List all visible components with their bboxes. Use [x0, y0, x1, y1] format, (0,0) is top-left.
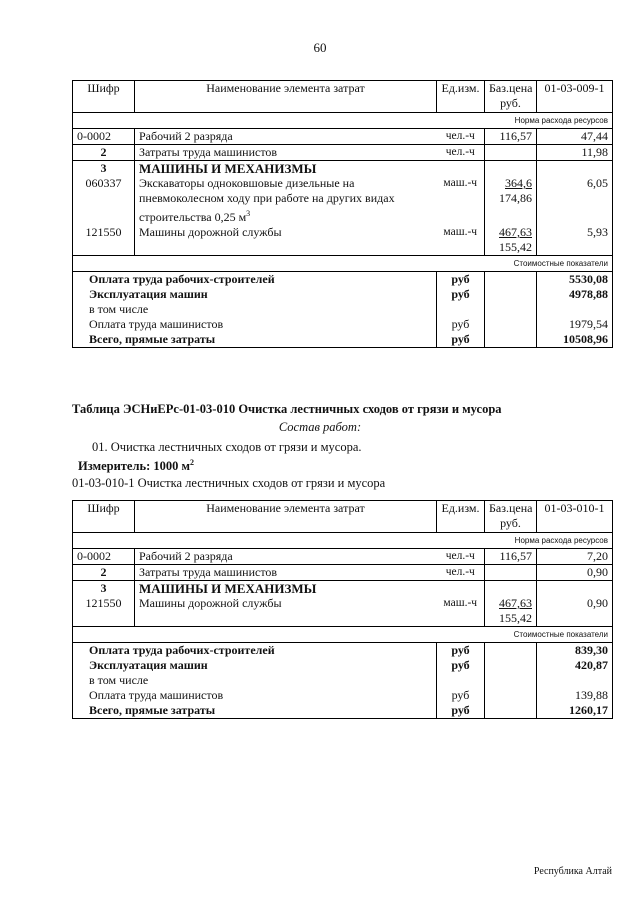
cost-name: в том числе — [73, 302, 437, 317]
row-code: 2 — [73, 145, 135, 161]
cost-name: Оплата труда рабочих-строителей — [73, 643, 437, 659]
machine-code: 060337 — [73, 176, 135, 225]
machine-name: Машины дорожной службы — [135, 225, 437, 256]
col-name-header: Наименование элемента затрат — [135, 81, 437, 113]
row-price — [485, 145, 537, 161]
row-price: 116,57 — [485, 549, 537, 565]
machine-value: 5,93 — [537, 225, 613, 256]
machine-price: 364,6 174,86 — [485, 176, 537, 225]
cost-unit: руб — [437, 688, 485, 703]
cost-value: 5530,08 — [537, 272, 613, 288]
cost-unit: руб — [437, 317, 485, 332]
col-price-header: Баз.цена руб. — [485, 81, 537, 113]
row-code: 2 — [73, 565, 135, 581]
page-number: 60 — [313, 40, 327, 55]
machine-unit: маш.-ч — [437, 225, 485, 256]
cost-value: 139,88 — [537, 688, 613, 703]
cost-unit: руб — [437, 643, 485, 659]
machine-price: 467,63 155,42 — [485, 225, 537, 256]
cost-name: Эксплуатация машин — [73, 287, 437, 302]
cost-name: Эксплуатация машин — [73, 658, 437, 673]
table-code: 01-03-009-1 — [537, 81, 613, 113]
cost-value: 4978,88 — [537, 287, 613, 302]
cost-name: Оплата труда рабочих-строителей — [73, 272, 437, 288]
section-code: 3 — [73, 161, 135, 177]
row-code: 0-0002 — [73, 129, 135, 145]
cost-name: Всего, прямые затраты — [73, 332, 437, 348]
col-unit-header: Ед.изм. — [437, 501, 485, 533]
col-code-header: Шифр — [73, 501, 135, 533]
row-name: Затраты труда машинистов — [135, 145, 437, 161]
machine-code: 121550 — [73, 596, 135, 627]
machine-price: 467,63 155,42 — [485, 596, 537, 627]
machine-name: Экскаваторы одноковшовые дизельные на пневмоколесном ходу при работе на других видах строительства 0,25 $м^3$ — [135, 176, 437, 225]
row-value: 47,44 — [537, 129, 613, 145]
section-code: 3 — [73, 581, 135, 597]
cost-value: 420,87 — [537, 658, 613, 673]
norm-label: Норма расхода ресурсов — [73, 533, 613, 549]
cost-value: 839,30 — [537, 643, 613, 659]
cost-value: 10508,96 — [537, 332, 613, 348]
footer-region: Республика Алтай — [533, 866, 612, 877]
table-code: 01-03-010-1 — [537, 501, 613, 533]
resource-table-1 — [72, 80, 613, 348]
cost-unit: руб — [437, 703, 485, 719]
row-unit: чел.-ч — [437, 129, 485, 145]
cost-unit: руб — [437, 287, 485, 302]
work-item: 01. Очистка лестничных сходов от грязи и мусора. — [92, 440, 362, 454]
cost-value: 1979,54 — [537, 317, 613, 332]
row-value: 11,98 — [537, 145, 613, 161]
cost-value: 1260,17 — [537, 703, 613, 719]
machine-name: Машины дорожной службы — [135, 596, 437, 627]
composition-title: Состав работ: — [278, 420, 362, 434]
col-price-header: Баз.цена руб. — [485, 501, 537, 533]
machine-code: 121550 — [73, 225, 135, 256]
cost-name: Оплата труда машинистов — [73, 688, 437, 703]
norm-label: Норма расхода ресурсов — [73, 113, 613, 129]
row-unit: чел.-ч — [437, 145, 485, 161]
cost-name: Всего, прямые затраты — [73, 703, 437, 719]
row-price: 116,57 — [485, 129, 537, 145]
cost-name: в том числе — [73, 673, 437, 688]
machine-value: 0,90 — [537, 596, 613, 627]
resource-table-2 — [72, 500, 613, 719]
cost-unit: руб — [437, 332, 485, 348]
code-line: 01-03-010-1 Очистка лестничных сходов от грязи и мусора — [72, 476, 386, 490]
table-2-title: Таблица ЭСНиЕРс-01-03-010 Очистка лестничных сходов от грязи и мусора — [72, 402, 502, 416]
cost-unit: руб — [437, 658, 485, 673]
row-name: Рабочий 2 разряда — [135, 549, 437, 565]
row-unit: чел.-ч — [437, 565, 485, 581]
col-name-header: Наименование элемента затрат — [135, 501, 437, 533]
row-value: 7,20 — [537, 549, 613, 565]
cost-name: Оплата труда машинистов — [73, 317, 437, 332]
machine-unit: маш.-ч — [443, 177, 478, 189]
col-unit-header: Ед.изм. — [437, 81, 485, 113]
measurer: Измеритель: 1000 $м^2$ — [78, 458, 195, 474]
cost-unit: руб — [437, 272, 485, 288]
row-price — [485, 565, 537, 581]
col-code-header: Шифр — [73, 81, 135, 113]
row-unit: чел.-ч — [437, 549, 485, 565]
cost-label: Стоимостные показатели — [73, 256, 613, 272]
row-value: 0,90 — [537, 565, 613, 581]
cost-label: Стоимостные показатели — [73, 627, 613, 643]
row-name: Затраты труда машинистов — [135, 565, 437, 581]
row-code: 0-0002 — [73, 549, 135, 565]
row-name: Рабочий 2 разряда — [135, 129, 437, 145]
section-title: МАШИНЫ И МЕХАНИЗМЫ — [135, 581, 437, 597]
machine-unit: маш.-ч — [437, 596, 485, 627]
section-title: МАШИНЫ И МЕХАНИЗМЫ — [135, 161, 437, 177]
machine-value: 6,05 — [537, 176, 613, 225]
